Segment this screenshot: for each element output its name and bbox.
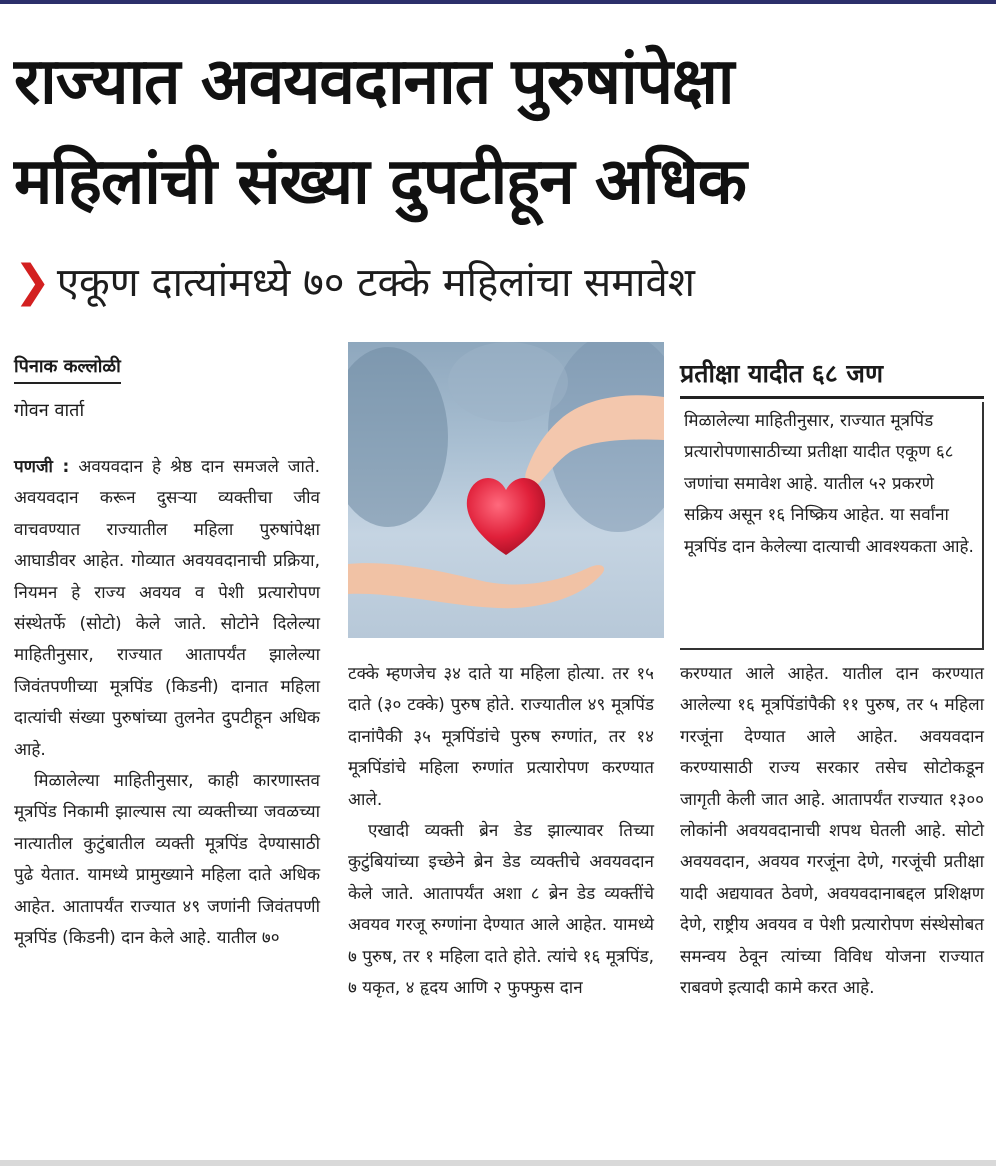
chevron-right-icon: ❯ bbox=[14, 256, 51, 307]
sidebar-title: प्रतीक्षा यादीत ६८ जण bbox=[680, 356, 984, 399]
article-column-3 bbox=[680, 659, 984, 1004]
column-2-paragraph-1: टक्के म्हणजेच ३४ दाते या महिला होत्या. तर १५ दाते (३० टक्के) पुरुष होते. राज्यातील ४९ मूत्रपिंड दानांपैकी ३५ मूत्रपिंडांचे पुरुष रुग्णांत, तर १४ मूत्रपिंडांचे महिला रुग्णांत प्रत्यारोपण करण्यात आले. bbox=[348, 664, 654, 810]
subheadline-text: एकूण दात्यांमध्ये ७० टक्के महिलांचा समावेश bbox=[56, 260, 695, 306]
organ-donation-photo bbox=[348, 342, 664, 638]
bottom-rule bbox=[0, 1160, 996, 1166]
top-rule bbox=[0, 0, 996, 4]
article-column-2 bbox=[348, 659, 654, 1004]
sidebar-body: मिळालेल्या माहितीनुसार, राज्यात मूत्रपिंड प्रत्यारोपणासाठीच्या प्रतीक्षा यादीत एकूण ६८ जणांचा समावेश आहे. यातील ५२ प्रकरणे सक्रिय असून १६ निष्क्रिय आहेत. या सर्वांना मूत्रपिंड दान केलेल्या दात्याची आवश्यकता आहे. bbox=[684, 411, 974, 557]
column-2-paragraph-2: एखादी व्यक्ती ब्रेन डेड झाल्यावर तिच्या कुटुंबियांच्या इच्छेने ब्रेन डेड व्यक्तीचे अवयवदान केले जाते. आतापर्यंत अशा ८ ब्रेन डेड व्यक्तींचे अवयव गरजू रुग्णांना देण्यात आले आहेत. यामध्ये ७ पुरुष, तर १ महिला दाते होते. त्यांचे १६ मूत्रपिंड, ७ यकृत, ४ हृदय आणि २ फुफ्फुस दान bbox=[348, 821, 654, 999]
sidebar-box bbox=[680, 402, 984, 650]
headline-line-2: महिलांची संख्या दुपटीहून अधिक bbox=[14, 145, 746, 219]
background-figure bbox=[448, 342, 568, 422]
photo-illustration bbox=[348, 342, 664, 638]
column-3-paragraph-1: करण्यात आले आहेत. यातील दान करण्यात आलेल्या १६ मूत्रपिंडांपैकी ११ पुरुष, तर ५ महिला गरजूंना देण्यात आले आहेत. अवयवदान करण्यासाठी राज्य सरकार तसेच सोटोकडून जागृती केली जात आहे. आतापर्यंत राज्यात १३०० लोकांनी अवयवदानाची शपथ घेतली आहे. सोटो अवयवदान, अवयव गरजूंना देणे, गरजूंची प्रतीक्षा यादी अद्ययावत ठेवणे, अवयवदानाबद्दल प्रशिक्षण देणे, राष्ट्रीय अवयव व पेशी प्रत्यारोपण संस्थेसोबत समन्वय ठेवून त्यांच्या विविध योजना राज्यात राबवणे इत्यादी कामे करत आहे. bbox=[680, 664, 984, 999]
column-1-paragraph-1: अवयवदान हे श्रेष्ठ दान समजले जाते. अवयवदान करून दुसऱ्या व्यक्तीचा जीव वाचवण्यात राज्यातील महिला पुरुषांपेक्षा आघाडीवर आहेत. गोव्यात अवयवदानाची प्रक्रिया, नियमन हे राज्य अवयव व पेशी प्रत्यारोपण संस्थेतर्फे (सोटो) केले जाते. सोटोने दिलेल्या माहितीनुसार, राज्यात आतापर्यंत झालेल्या जिवंतपणीच्या मूत्रपिंड (किडनी) दानात महिला दात्यांची संख्या पुरुषांच्या तुलनेत दुपटीहून अधिक आहे. bbox=[14, 457, 320, 760]
subheadline bbox=[14, 256, 984, 307]
headline-line-1: राज्यात अवयवदानात पुरुषांपेक्षा bbox=[14, 45, 734, 119]
column-1-paragraph-2: मिळालेल्या माहितीनुसार, काही कारणास्तव मूत्रपिंड निकामी झाल्यास त्या व्यक्तीच्या जवळच्या नात्यातील कुटुंबातील व्यक्ती मूत्रपिंड देण्यासाठी पुढे येतात. यामध्ये प्रामुख्याने महिला दाते अधिक आहेत. आतापर्यंत राज्यात ४९ जणांनी जिवंतपणी मूत्रपिंड (किडनी) दान केले आहे. यातील ७० bbox=[14, 771, 320, 949]
dateline: पणजी : bbox=[14, 457, 70, 477]
news-source: गोवन वार्ता bbox=[14, 400, 85, 421]
heart-icon bbox=[467, 478, 545, 555]
article-column-1 bbox=[14, 452, 320, 955]
byline: पिनाक कल्लोळी bbox=[14, 354, 121, 384]
receiving-hand bbox=[348, 563, 604, 608]
background-figure bbox=[348, 347, 448, 527]
